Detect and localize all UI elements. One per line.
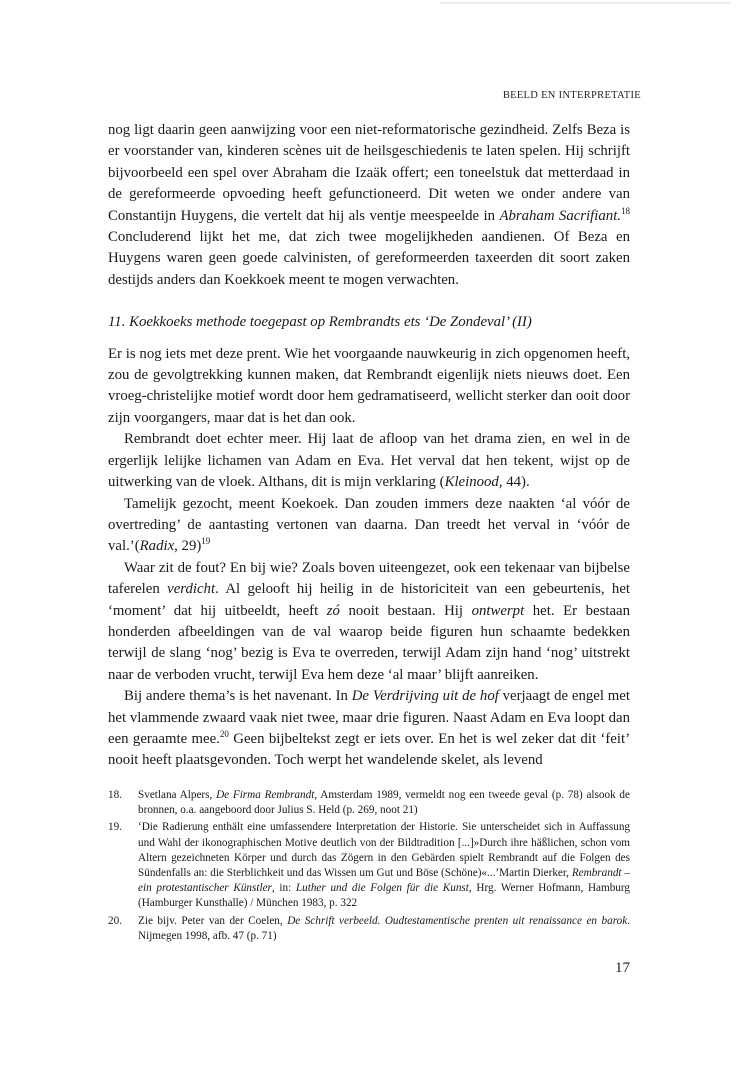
footnote-number: 19. <box>108 821 122 834</box>
paragraph-6 <box>108 686 630 772</box>
text-segment: , Hrg. Werner Hofmann, Hamburg (Hamburger Kunsthalle) / München 1983, p. 322 <box>138 882 630 910</box>
text-segment: , Amsterdam 1989, vermeldt nog een tweede geval (p. 78) alsook de bronnen, o.a. aangeboord door Julius S. Held (p. 269, noot 21) <box>138 789 630 817</box>
text-segment: ‘Die Radierung enthält eine umfassendere Interpretation der Historie. Sie unterscheidet sich in Auffassung und Wahl der ikonographischen Motive deutlich von der Bildtradition [...]»Durch ihre häßlichen, schon vom Altern gezeichneten Körper und durch das Zögern in den Gebärden spielt Rembrandt auf die Folgen des Sündenfalls an: die Sterblichkeit und das Wissen um Gut und Böse (Schöne)«...’Martin Dierker, <box>138 821 630 880</box>
text-segment: verjaagt de engel met het vlammende zwaard vaak niet twee, maar drie figuren. Naast Adam en Eva loopt dan een geraamte mee. <box>108 688 630 747</box>
emphasis: De Firma Rembrandt <box>216 789 315 801</box>
scan-edge-line <box>440 2 730 4</box>
text-segment: het. Er bestaan honderden afbeeldingen van de val waarop beide figuren hun schaamte bedekken terwijl de slang ‘nog’ bezig is Eva te overreden, terwijl Adam zijn hand ‘nog’ uitstrekt naar de verboden vrucht, terwijl Eva hem deze ‘al maar’ blijft aanreiken. <box>108 602 630 683</box>
footnote-text <box>138 820 630 911</box>
paragraph-3 <box>108 429 630 493</box>
footnote-number: 20. <box>108 914 122 927</box>
footnote-19 <box>108 820 630 911</box>
footnote-number: 18. <box>108 789 122 801</box>
text-segment: , 44). <box>498 474 530 491</box>
section-title: 11. Koekkoeks methode toegepast op Rembrandts ets ‘De Zondeval’ (II) <box>108 314 532 331</box>
text-segment: Geen bijbeltekst zegt er iets over. En het is wel zeker dat dit ‘feit’ nooit heeft plaatsgevonden. Toch werpt het wandelende skelet, als levend <box>108 730 631 769</box>
text-segment: Concluderend lijkt het me, dat zich twee mogelijkheden aandienen. Of Beza en Huygens waren geen goede calvinisten, of gereformeerden taxeerden dit soort zaken destijds anders dan Koekkoek meent te mogen verwachten. <box>108 229 630 288</box>
citation-italic: Radix <box>139 538 175 555</box>
footnotes <box>108 788 630 946</box>
emphasis: De Verdrijving uit de hof <box>351 688 499 705</box>
text-segment: Svetlana Alpers, <box>138 789 217 801</box>
text-segment: Zie bijv. Peter van der Coelen, <box>138 914 288 927</box>
citation-italic: Kleinood <box>444 474 499 491</box>
text-segment: Tamelijk gezocht, meent Koekoek. Dan zouden immers deze naakten ‘al vóór de overtreding’ de aantasting vertonen van daarna. Dan treedt het verval in ‘vóór de val.’( <box>108 495 630 555</box>
footnote-text <box>138 914 630 944</box>
italic-title: Abraham Sacrifiant. <box>499 207 621 224</box>
emphasis: zó <box>326 602 340 619</box>
footnote-ref-20: 20 <box>219 729 229 740</box>
footnote-20 <box>108 914 630 944</box>
paragraph-1 <box>108 120 630 291</box>
running-head: BEELD EN INTERPRETATIE <box>502 90 641 101</box>
emphasis: Luther und die Folgen für die Kunst <box>295 882 469 895</box>
footnote-ref-19: 19 <box>201 536 211 547</box>
paragraph-2: Er is nog iets met deze prent. Wie het voorgaande nauwkeurig in zich opgenomen heeft, zou de gevolgtrekking kunnen maken, dat Rembrandt eigenlijk niets nieuws doet. Een vroeg-christelijke motief wordt door hem gedramatiseerd, wellicht sterker dan ooit door zijn voorgangers, maar dat is het dan ook. <box>108 345 630 426</box>
footnote-18 <box>108 788 630 818</box>
paragraph-4 <box>108 494 630 558</box>
text-segment: Bij andere thema’s is het navenant. In <box>124 688 352 705</box>
text-segment: . Al gelooft hij heilig in de historiciteit van een gebeurtenis, het ‘moment’ dat hij uitbeeldt, heeft <box>108 581 630 619</box>
text-segment: , 29) <box>174 538 202 555</box>
emphasis: Rembrandt – ein protestantischer Künstler <box>138 867 631 895</box>
text-segment: Rembrandt doet echter meer. Hij laat de afloop van het drama zien, en wel in de ergerlijk lelijke lichamen van Adam en Eva. Het verval dat hen tekent, wijst op de uitwerking van de vloek. Althans, dit is mijn verklaring ( <box>108 431 630 491</box>
text-segment: Waar zit de fout? En bij wie? Zoals boven uiteengezet, ook een tekenaar van bijbelse taferelen <box>108 559 630 598</box>
text-segment: nooit bestaan. Hij <box>339 602 472 619</box>
page-number: 17 <box>615 960 630 976</box>
text-segment: nog ligt daarin geen aanwijzing voor een niet-reformatorische gezindheid. Zelfs Beza is er voorstander van, kinderen scènes uit de heilsgeschiedenis te laten spelen. Hij schrijft bijvoorbeeld een spel over Abraham die Izaäk offert; een toneelstuk dat metterdaad in de gereformeerde opvoeding heeft gefunctioneerd. Dit weten we onder andere van Constantijn Huygens, die vertelt dat hij als ventje meespeelde in <box>108 122 630 224</box>
main-text <box>108 120 630 772</box>
footnote-ref-18: 18 <box>621 205 630 216</box>
footnote-text <box>138 788 630 818</box>
emphasis: De Schrift verbeeld. Oudtestamentische prenten uit renaissance en barok <box>287 914 628 927</box>
emphasis: ontwerpt <box>471 602 525 619</box>
text-segment: , in: <box>271 882 296 895</box>
text-segment: . Nijmegen 1998, afb. 47 (p. 71) <box>138 914 630 942</box>
paragraph-5 <box>108 558 630 686</box>
emphasis: verdicht <box>167 581 216 598</box>
